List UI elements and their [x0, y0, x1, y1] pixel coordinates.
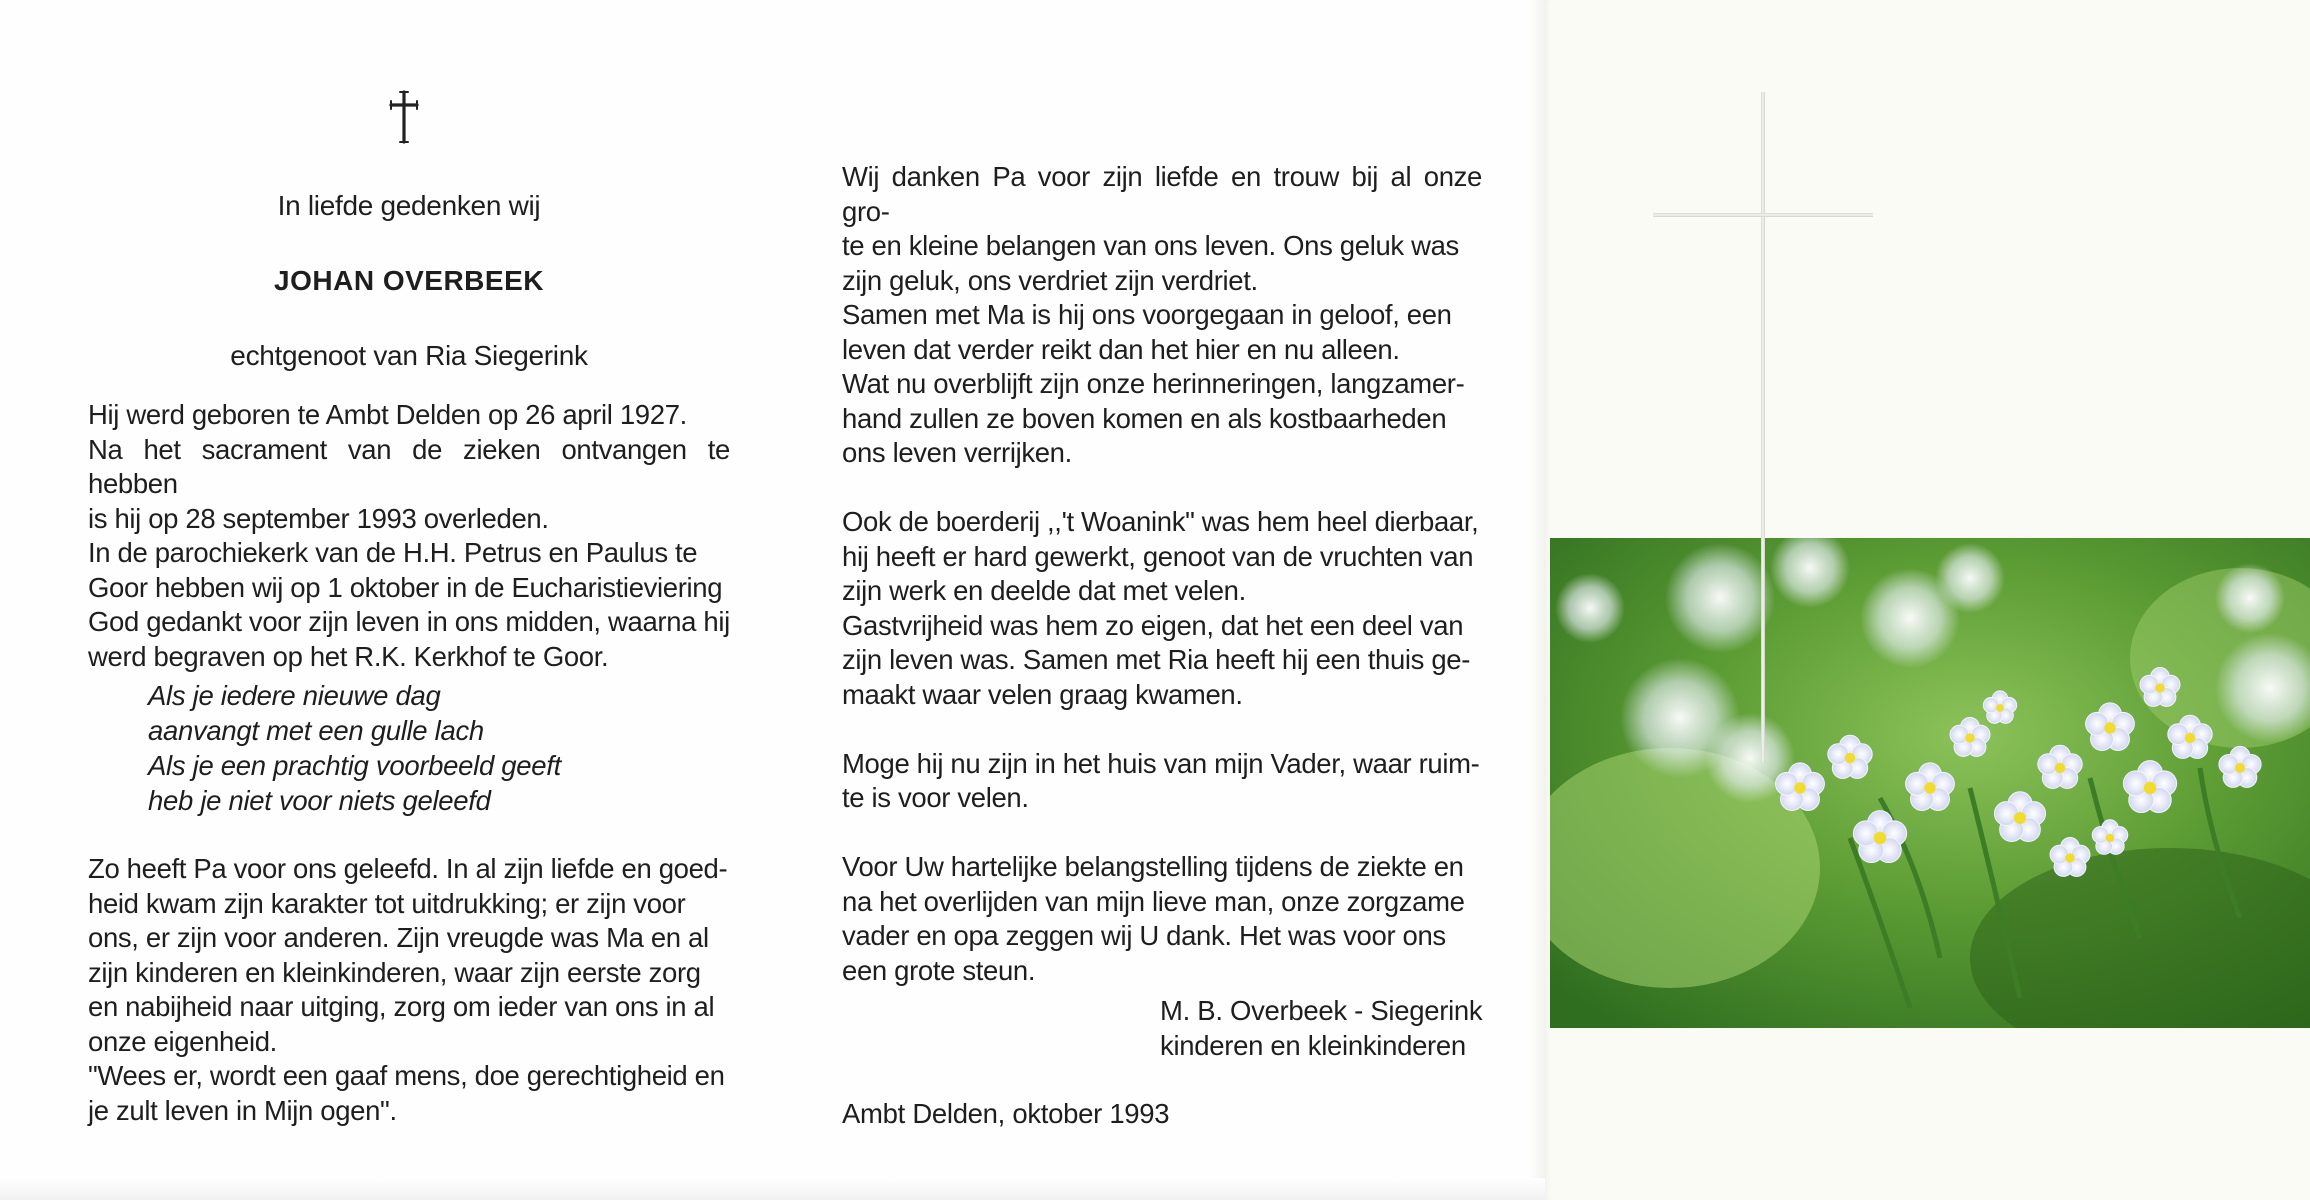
text-line: vader en opa zeggen wij U dank. Het was voor ons: [842, 920, 1446, 951]
text-line: In de parochiekerk van de H.H. Petrus en Paulus te: [88, 537, 698, 568]
text-line: Wat nu overblijft zijn onze herinneringen, langzamer-: [842, 368, 1465, 399]
poem: [148, 678, 728, 818]
text-line: onze eigenheid.: [88, 1025, 277, 1057]
paragraph-gap: [842, 712, 1482, 747]
poem-line: Als je een prachtig voorbeeld geeft: [148, 750, 561, 781]
text-line: leven dat verder reikt dan het hier en nu alleen.: [842, 333, 1400, 365]
text-line: te is voor velen.: [842, 782, 1029, 813]
spouse-line: echtgenoot van Ria Siegerink: [230, 340, 588, 371]
text-line: Zo heeft Pa voor ons geleefd. In al zijn liefde en goed-: [88, 853, 728, 884]
text-line: Voor Uw hartelijke belangstelling tijdens de ziekte en: [842, 851, 1464, 882]
signature-line: M. B. Overbeek - Siegerink: [1160, 995, 1483, 1026]
place-date: Ambt Delden, oktober 1993: [842, 1098, 1170, 1129]
text-line: is hij op 28 september 1993 overleden.: [88, 502, 549, 534]
deceased-name: JOHAN OVERBEEK: [274, 265, 544, 296]
text-line: hand zullen ze boven komen en als kostbaarheden: [842, 402, 1447, 434]
text-line: "Wees er, wordt een gaaf mens, doe gerechtigheid en: [88, 1060, 725, 1091]
text-line: Hij werd geboren te Ambt Delden op 26 april 1927.: [88, 399, 687, 430]
text-line: hij heeft er hard gewerkt, genoot van de vruchten van: [842, 540, 1474, 572]
text-line: zijn werk en deelde dat met velen.: [842, 575, 1246, 606]
tribute-paragraph: [88, 852, 730, 1128]
text-line: na het overlijden van mijn lieve man, onze zorgzame: [842, 885, 1465, 917]
poem-line: heb je niet voor niets geleefd: [148, 785, 491, 816]
text-line: God gedankt voor zijn leven in ons midden, waarna hij: [88, 606, 730, 637]
text-line: een grote steun.: [842, 954, 1036, 986]
latin-cross-icon: [385, 88, 423, 146]
text-line: zijn geluk, ons verdriet zijn verdriet.: [842, 264, 1258, 296]
text-line: je zult leven in Mijn ogen".: [88, 1094, 397, 1126]
paragraph-gap: [842, 816, 1482, 851]
forget-me-not-flowers-image: [1550, 538, 2310, 1028]
text-line: Moge hij nu zijn in het huis van mijn Vader, waar ruim-: [842, 747, 1480, 779]
text-line: zijn kinderen en kleinkinderen, waar zijn eerste zorg: [88, 956, 701, 988]
text-line: heid kwam zijn karakter tot uitdrukking; er zijn voor: [88, 887, 686, 919]
text-line: maakt waar velen graag kwamen.: [842, 678, 1243, 710]
card-bottom-edge: [0, 1178, 1545, 1200]
paragraph-gap: [842, 471, 1482, 506]
intro-line: In liefde gedenken wij: [277, 190, 541, 221]
signature-block: [1160, 994, 1490, 1063]
text-line: en nabijheid naar uitging, zorg om ieder van ons in al: [88, 991, 715, 1022]
poem-line: aanvangt met een gulle lach: [148, 715, 484, 746]
text-line: Gastvrijheid was hem zo eigen, dat het een deel van: [842, 609, 1464, 641]
poem-line: Als je iedere nieuwe dag: [148, 680, 441, 711]
text-line: Ook de boerderij ,,'t Woanink" was hem heel dierbaar,: [842, 506, 1479, 537]
cross-outline-icon-arm: [1653, 213, 1873, 217]
text-line: ons, er zijn voor anderen. Zijn vreugde was Ma en al: [88, 922, 709, 953]
card-fold: [1528, 0, 1545, 1200]
text-line: zijn leven was. Samen met Ria heeft hij een thuis ge-: [842, 644, 1471, 675]
text-line: Wij danken Pa voor zijn liefde en trouw bij al onze gro-: [842, 161, 1482, 227]
biography-paragraph: [88, 398, 730, 674]
reflection-column: [842, 160, 1482, 988]
text-line: Samen met Ma is hij ons voorgegaan in geloof, een: [842, 299, 1452, 330]
cross-outline-icon: [1761, 92, 1765, 762]
text-line: ons leven verrijken.: [842, 437, 1072, 468]
text-line: werd begraven op het R.K. Kerkhof te Goor.: [88, 640, 609, 672]
signature-line: kinderen en kleinkinderen: [1160, 1029, 1466, 1061]
text-line: Na het sacrament van de zieken ontvangen te hebben: [88, 433, 730, 499]
text-line: Goor hebben wij op 1 oktober in de Eucharistieviering: [88, 571, 723, 603]
text-line: te en kleine belangen van ons leven. Ons geluk was: [842, 230, 1459, 261]
